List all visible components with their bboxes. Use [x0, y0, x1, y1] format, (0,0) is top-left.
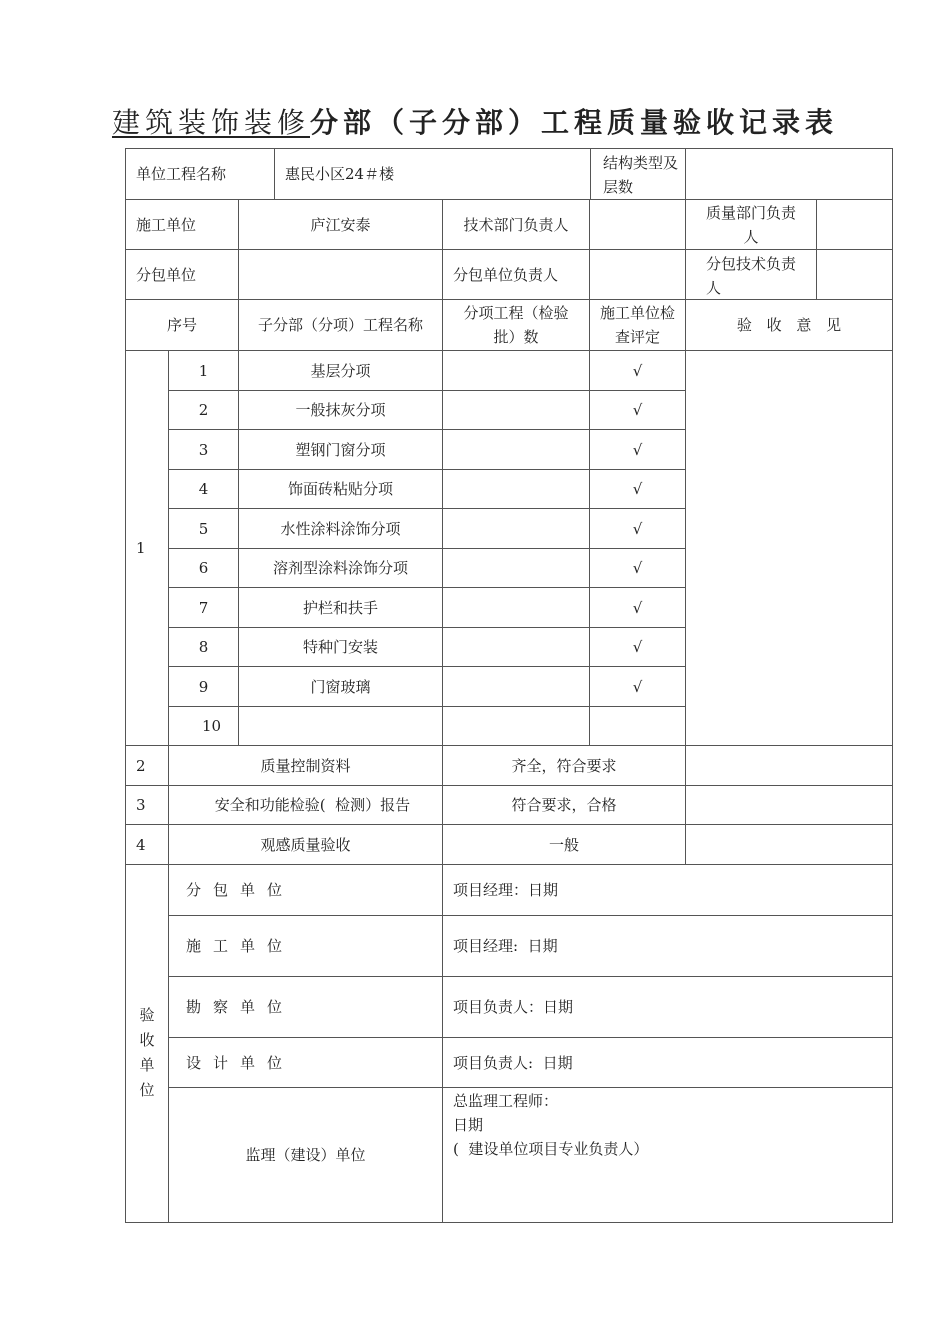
tech-head-value — [590, 200, 686, 250]
item-no: 3 — [169, 430, 239, 470]
item-count — [443, 391, 590, 430]
sub-unit-label: 分包单位 — [126, 250, 239, 300]
item-check: √ — [590, 430, 686, 470]
acceptance-unit-name: 设计单位 — [169, 1038, 443, 1088]
item-no: 1 — [169, 351, 239, 391]
item-name: 溶剂型涂料涂饰分项 — [239, 549, 443, 588]
structure-value — [686, 149, 893, 200]
supervision-owner-line: ( 建设单位项目专业负责人） — [453, 1140, 649, 1158]
item-name: 门窗玻璃 — [239, 667, 443, 707]
acceptance-label-char: 验 — [139, 1005, 155, 1024]
row-result: 符合要求，合格 — [443, 786, 686, 825]
row-result: 一般 — [443, 825, 686, 865]
acceptance-label-char: 收 — [139, 1030, 155, 1049]
acceptance-unit-name: 勘察单位 — [169, 977, 443, 1038]
item-check: √ — [590, 628, 686, 667]
row-name: 观感质量验收 — [169, 825, 443, 865]
row-seq: 4 — [126, 825, 169, 865]
col-check-header: 施工单位检查评定 — [590, 300, 686, 351]
sub-tech-label: 分包技术负责人 — [686, 250, 817, 300]
acceptance-unit-name: 施工单位 — [169, 916, 443, 977]
item-count — [443, 667, 590, 707]
item-check: √ — [590, 667, 686, 707]
item-no: 9 — [169, 667, 239, 707]
item-count — [443, 351, 590, 391]
item-check: √ — [590, 351, 686, 391]
sub-tech-value — [817, 250, 893, 300]
acceptance-unit-sign: 项目负责人：日期 — [443, 977, 893, 1038]
row-opinion — [686, 746, 893, 786]
supervision-sign-block — [443, 1088, 893, 1223]
row-seq: 3 — [126, 786, 169, 825]
item-name: 基层分项 — [239, 351, 443, 391]
construction-label: 施工单位 — [126, 200, 239, 250]
item-no: 5 — [169, 509, 239, 549]
row-opinion — [686, 825, 893, 865]
col-opinion-header: 验 收 意 见 — [686, 300, 893, 351]
item-check: √ — [590, 549, 686, 588]
sub-unit-value — [239, 250, 443, 300]
acceptance-label — [126, 865, 169, 1223]
acceptance-unit-sign: 项目经理：日期 — [443, 865, 893, 916]
item-no: 4 — [169, 470, 239, 509]
unit-project-label: 单位工程名称 — [126, 149, 275, 200]
item-no: 6 — [169, 549, 239, 588]
item-name: 特种门安装 — [239, 628, 443, 667]
acceptance-unit-sign: 项目经理: 日期 — [443, 916, 893, 977]
item-count — [443, 430, 590, 470]
item-count — [443, 628, 590, 667]
title-part-2: 分部（子分部）工程质量验收记录表 — [310, 106, 839, 139]
title-part-1: 建筑装饰装修 — [111, 106, 310, 139]
item-check: √ — [590, 509, 686, 549]
quality-head-label: 质量部门负责人 — [686, 200, 817, 250]
col-count-header: 分项工程（检验批）数 — [443, 300, 590, 351]
col-name-header: 子分部（分项）工程名称 — [239, 300, 443, 351]
structure-label: 结构类型及层数 — [591, 149, 686, 200]
item-count — [443, 588, 590, 628]
row-seq: 2 — [126, 746, 169, 786]
acceptance-label-char: 位 — [139, 1080, 155, 1099]
item-count — [443, 509, 590, 549]
item-name: 塑钢门窗分项 — [239, 430, 443, 470]
item-name: 护栏和扶手 — [239, 588, 443, 628]
tech-head-label: 技术部门负责人 — [443, 200, 590, 250]
item-check: √ — [590, 391, 686, 430]
acceptance-unit-sign: 项目负责人: 日期 — [443, 1038, 893, 1088]
row-opinion — [686, 786, 893, 825]
quality-head-value — [817, 200, 893, 250]
item-count — [443, 470, 590, 509]
item-count — [443, 707, 590, 746]
item-name: 一般抹灰分项 — [239, 391, 443, 430]
supervision-engineer-line: 总监理工程师： — [453, 1092, 559, 1110]
acceptance-record-table — [125, 148, 893, 1223]
supervision-date-line: 日期 — [453, 1116, 484, 1134]
row-name: 质量控制资料 — [169, 746, 443, 786]
unit-project-value: 惠民小区24＃楼 — [275, 149, 591, 200]
acceptance-unit-name: 分包单位 — [169, 865, 443, 916]
row-result: 齐全，符合要求 — [443, 746, 686, 786]
col-seq-header: 序号 — [126, 300, 239, 351]
construction-value: 庐江安泰 — [239, 200, 443, 250]
item-no: 10 — [169, 707, 239, 746]
item-name — [239, 707, 443, 746]
item-no: 7 — [169, 588, 239, 628]
item-name: 饰面砖粘贴分项 — [239, 470, 443, 509]
item-name: 水性涂料涂饰分项 — [239, 509, 443, 549]
item-check: √ — [590, 470, 686, 509]
item-no: 8 — [169, 628, 239, 667]
sub-head-value — [590, 250, 686, 300]
item-check — [590, 707, 686, 746]
item-check: √ — [590, 588, 686, 628]
acceptance-label-char: 单 — [139, 1055, 155, 1074]
item-count — [443, 549, 590, 588]
form-title — [0, 101, 950, 141]
group1-seq: 1 — [126, 351, 169, 746]
supervision-unit-name: 监理（建设）单位 — [169, 1088, 443, 1223]
row-name: 安全和功能检验( 检测）报告 — [169, 786, 443, 825]
item-no: 2 — [169, 391, 239, 430]
group1-opinion — [686, 351, 893, 746]
sub-head-label: 分包单位负责人 — [443, 250, 590, 300]
